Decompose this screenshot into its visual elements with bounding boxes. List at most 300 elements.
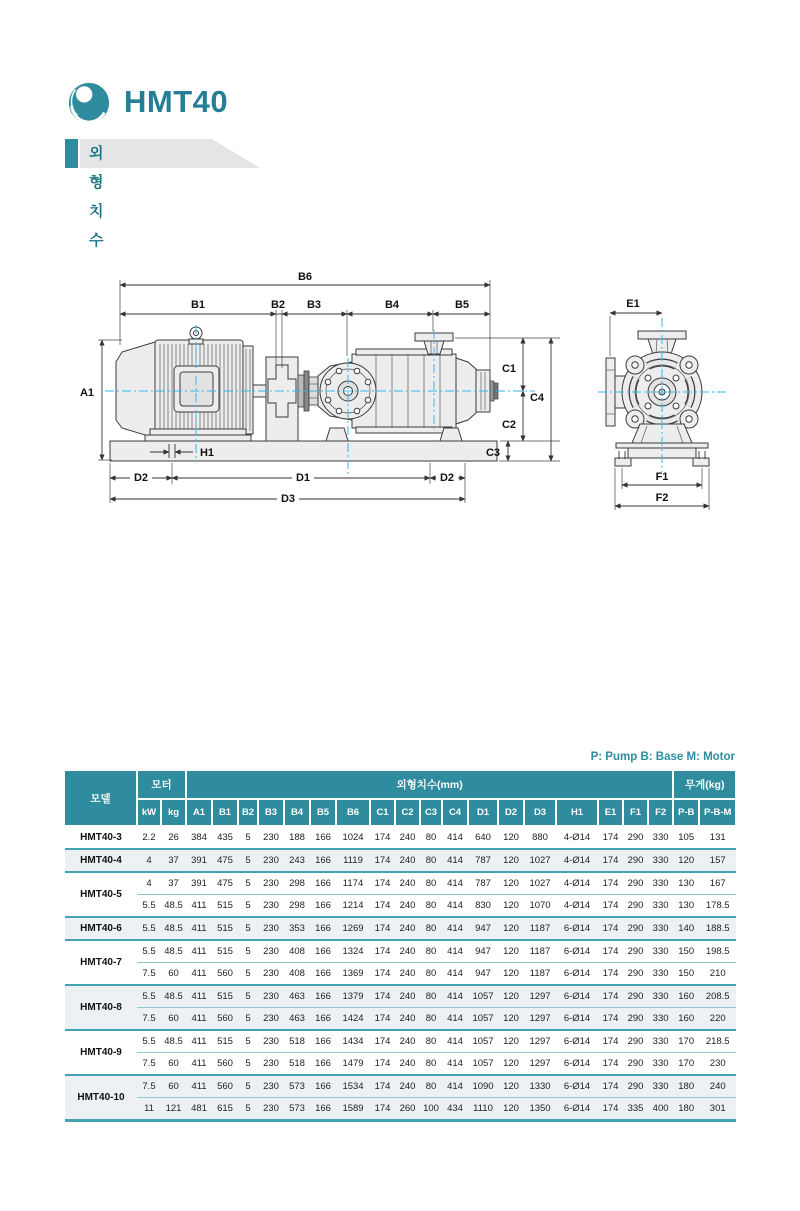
table-cell: 1057 — [468, 985, 498, 1008]
table-cell: 80 — [420, 1030, 442, 1053]
table-cell: 515 — [212, 1030, 238, 1053]
dim-label-a1: A1 — [79, 387, 95, 399]
table-cell: 414 — [442, 917, 468, 940]
header-col-b3: B3 — [258, 799, 284, 826]
table-cell: 414 — [442, 963, 468, 986]
table-cell: 5 — [238, 1053, 258, 1076]
brand-logo-icon — [66, 80, 112, 126]
table-cell: 2.2 — [142, 832, 156, 843]
table-cell: 411 — [186, 1053, 212, 1076]
table-cell: 174 — [598, 1008, 623, 1031]
table-row — [65, 1075, 736, 1098]
table-cell: 170 — [673, 1030, 699, 1053]
table-cell: 411 — [186, 895, 212, 918]
table-cell: 166 — [310, 1053, 336, 1076]
table-cell: 174 — [598, 963, 623, 986]
table-cell: 240 — [399, 832, 416, 843]
table-cell: 240 — [395, 917, 420, 940]
table-cell: 218.5 — [699, 1030, 736, 1053]
table-cell: 411 — [186, 917, 212, 940]
table-cell: 6-Ø14 — [556, 940, 598, 963]
dim-label-e1: E1 — [626, 298, 640, 310]
table-cell: 573 — [284, 1098, 310, 1121]
table-cell: 80 — [420, 985, 442, 1008]
table-cell: 298 — [284, 872, 310, 895]
table-row — [65, 1030, 736, 1053]
table-cell: 170 — [673, 1053, 699, 1076]
table-cell: 80 — [420, 963, 442, 986]
table-cell: 4-Ø14 — [556, 872, 598, 895]
table-cell: 4 — [137, 872, 161, 895]
table-cell: 330 — [648, 872, 673, 895]
table-cell: 391 — [186, 849, 212, 872]
table-cell: 174 — [598, 872, 623, 895]
table-cell: 830 — [468, 895, 498, 918]
table-cell: 6-Ø14 — [556, 963, 598, 986]
table-cell: 174 — [374, 832, 391, 843]
table-cell: 174 — [370, 849, 395, 872]
table-row — [65, 1098, 736, 1121]
table-cell: 60 — [161, 1008, 186, 1031]
table-cell: 7.5 — [137, 1008, 161, 1031]
table-cell: 60 — [161, 1075, 186, 1098]
table-cell: 166 — [310, 895, 336, 918]
header-col-a1: A1 — [186, 799, 212, 826]
table-cell: 1090 — [468, 1075, 498, 1098]
table-cell: 80 — [420, 917, 442, 940]
table-cell: 230 — [258, 963, 284, 986]
table-cell: 243 — [284, 849, 310, 872]
dim-label-d1: D1 — [295, 472, 311, 484]
table-cell: 301 — [699, 1098, 736, 1121]
table-cell: 414 — [442, 1008, 468, 1031]
table-cell: 80 — [420, 1053, 442, 1076]
dim-label-b6: B6 — [297, 271, 313, 283]
dimension-drawing — [0, 255, 800, 525]
table-cell: 6-Ø14 — [556, 985, 598, 1008]
dim-label-f1: F1 — [655, 471, 669, 483]
table-cell: 1479 — [336, 1053, 370, 1076]
table-cell: 240 — [395, 849, 420, 872]
table-cell: 330 — [648, 917, 673, 940]
dim-label-h1: H1 — [199, 447, 215, 459]
table-header-row-2 — [65, 799, 736, 826]
table-cell: 290 — [623, 940, 648, 963]
table-cell: 1057 — [468, 1030, 498, 1053]
table-cell: 518 — [284, 1053, 310, 1076]
table-cell: 414 — [447, 832, 463, 843]
model-cell: HMT40-5 — [65, 872, 137, 917]
table-cell: 330 — [648, 1075, 673, 1098]
table-cell: 166 — [310, 985, 336, 1008]
table-cell: 188 — [289, 832, 305, 843]
table-cell: 411 — [186, 985, 212, 1008]
table-cell: 5 — [238, 849, 258, 872]
table-cell: 6-Ø14 — [556, 1030, 598, 1053]
table-cell: 120 — [498, 1075, 524, 1098]
table-cell: 230 — [258, 917, 284, 940]
table-row — [65, 849, 736, 872]
table-cell: 290 — [623, 1030, 648, 1053]
table-cell: 6-Ø14 — [556, 1075, 598, 1098]
table-cell: 5.5 — [137, 895, 161, 918]
dim-label-b4: B4 — [384, 299, 400, 311]
table-cell: 174 — [598, 895, 623, 918]
table-cell: 80 — [420, 940, 442, 963]
table-cell: 515 — [212, 985, 238, 1008]
table-cell: 1424 — [336, 1008, 370, 1031]
table-row — [65, 826, 736, 849]
table-cell: 880 — [532, 832, 548, 843]
header-col-d1: D1 — [468, 799, 498, 826]
table-cell: 230 — [258, 1008, 284, 1031]
table-cell: 1027 — [524, 872, 556, 895]
dim-label-b2: B2 — [270, 299, 286, 311]
table-cell: 174 — [370, 872, 395, 895]
table-cell: 411 — [186, 963, 212, 986]
table-cell: 11 — [137, 1098, 161, 1121]
table-cell: 5.5 — [137, 985, 161, 1008]
table-cell: 290 — [623, 849, 648, 872]
dim-label-d2-right: D2 — [439, 472, 455, 484]
table-cell: 80 — [420, 895, 442, 918]
header-col-b2: B2 — [238, 799, 258, 826]
table-cell: 174 — [598, 849, 623, 872]
table-cell: 130 — [673, 895, 699, 918]
table-cell: 330 — [648, 940, 673, 963]
table-cell: 6-Ø14 — [556, 1053, 598, 1076]
header-col-h1: H1 — [556, 799, 598, 826]
dim-label-c3: C3 — [485, 447, 501, 459]
table-cell: 7.5 — [137, 1053, 161, 1076]
table-cell: 230 — [699, 1053, 736, 1076]
table-cell: 230 — [258, 940, 284, 963]
table-cell: 230 — [258, 1030, 284, 1053]
table-cell: 240 — [395, 1053, 420, 1076]
header-col-c4: C4 — [442, 799, 468, 826]
table-cell: 105 — [678, 832, 695, 843]
table-cell: 174 — [370, 1098, 395, 1121]
table-cell: 1187 — [524, 963, 556, 986]
table-cell: 174 — [598, 985, 623, 1008]
table-cell: 230 — [263, 832, 279, 843]
table-cell: 120 — [498, 917, 524, 940]
table-cell: 174 — [370, 985, 395, 1008]
table-cell: 6-Ø14 — [556, 1098, 598, 1121]
table-cell: 330 — [648, 1030, 673, 1053]
table-cell: 560 — [212, 1008, 238, 1031]
table-cell: 330 — [648, 1008, 673, 1031]
table-cell: 166 — [310, 963, 336, 986]
table-cell: 5 — [238, 1030, 258, 1053]
table-cell: 157 — [699, 849, 736, 872]
table-row — [65, 940, 736, 963]
table-cell: 414 — [442, 985, 468, 1008]
table-cell: 198.5 — [699, 940, 736, 963]
table-cell: 414 — [442, 895, 468, 918]
table-cell: 174 — [598, 940, 623, 963]
table-cell: 290 — [623, 895, 648, 918]
table-cell: 174 — [598, 917, 623, 940]
table-cell: 5 — [238, 1075, 258, 1098]
table-cell: 573 — [284, 1075, 310, 1098]
table-cell: 174 — [370, 1075, 395, 1098]
dim-label-c2: C2 — [501, 419, 517, 431]
table-cell: 1187 — [524, 917, 556, 940]
table-cell: 60 — [161, 1053, 186, 1076]
table-cell: 160 — [673, 985, 699, 1008]
table-cell: 80 — [420, 872, 442, 895]
table-cell: 787 — [468, 849, 498, 872]
table-cell: 5 — [238, 940, 258, 963]
dim-label-c1: C1 — [501, 363, 517, 375]
table-cell: 1379 — [336, 985, 370, 1008]
table-cell: 463 — [284, 985, 310, 1008]
table-cell: 174 — [370, 963, 395, 986]
table-cell: 174 — [598, 1075, 623, 1098]
table-cell: 1297 — [524, 1053, 556, 1076]
dim-label-f2: F2 — [655, 492, 669, 504]
table-cell: 1119 — [336, 849, 370, 872]
table-cell: 160 — [673, 1008, 699, 1031]
table-cell: 100 — [420, 1098, 442, 1121]
table-cell: 120 — [498, 872, 524, 895]
table-cell: 411 — [186, 1075, 212, 1098]
table-cell: 5 — [238, 963, 258, 986]
table-cell: 166 — [315, 832, 331, 843]
table-cell: 120 — [498, 1030, 524, 1053]
table-cell: 188.5 — [699, 917, 736, 940]
table-cell: 515 — [212, 917, 238, 940]
model-cell: HMT40-9 — [65, 1030, 137, 1075]
table-cell: 240 — [395, 1075, 420, 1098]
table-cell: 180 — [673, 1098, 699, 1121]
table-cell: 1369 — [336, 963, 370, 986]
section-title: 외형치수 — [89, 145, 104, 249]
table-cell: 131 — [709, 832, 726, 843]
table-cell: 1024 — [342, 832, 364, 843]
header-col-c2: C2 — [395, 799, 420, 826]
table-cell: 180 — [673, 1075, 699, 1098]
table-cell: 1187 — [524, 940, 556, 963]
table-cell: 6-Ø14 — [556, 1008, 598, 1031]
table-cell: 230 — [258, 1098, 284, 1121]
table-legend: P: Pump B: Base M: Motor — [590, 751, 735, 763]
table-cell: 290 — [627, 832, 644, 843]
table-cell: 220 — [699, 1008, 736, 1031]
table-cell: 4-Ø14 — [556, 895, 598, 918]
table-cell: 48.5 — [161, 940, 186, 963]
table-cell: 166 — [310, 872, 336, 895]
table-cell: 60 — [161, 963, 186, 986]
table-cell: 174 — [598, 1030, 623, 1053]
table-cell: 384 — [191, 832, 207, 843]
table-cell: 174 — [370, 895, 395, 918]
model-cell: HMT40-4 — [65, 849, 137, 872]
model-cell: HMT40-10 — [65, 1075, 137, 1121]
table-cell: 463 — [284, 1008, 310, 1031]
table-cell: 80 — [420, 1075, 442, 1098]
table-cell: 1330 — [524, 1075, 556, 1098]
table-cell: 1057 — [468, 1008, 498, 1031]
table-cell: 4 — [137, 849, 161, 872]
table-cell: 408 — [284, 940, 310, 963]
table-cell: 353 — [284, 917, 310, 940]
table-cell: 414 — [442, 940, 468, 963]
table-cell: 120 — [498, 1008, 524, 1031]
table-cell: 174 — [602, 832, 619, 843]
table-cell: 240 — [395, 1008, 420, 1031]
model-cell: HMT40-8 — [65, 985, 137, 1030]
table-cell: 5 — [238, 1008, 258, 1031]
table-cell: 787 — [468, 872, 498, 895]
header-col-p-b-m: P-B-M — [699, 799, 736, 826]
table-cell: 37 — [161, 872, 186, 895]
table-cell: 1434 — [336, 1030, 370, 1053]
table-cell: 947 — [468, 917, 498, 940]
header-model: 모델 — [65, 771, 137, 826]
table-cell: 1297 — [524, 985, 556, 1008]
table-cell: 120 — [498, 985, 524, 1008]
table-cell: 330 — [648, 985, 673, 1008]
table-row — [65, 1008, 736, 1031]
table-cell: 560 — [212, 963, 238, 986]
header-col-c1: C1 — [370, 799, 395, 826]
table-cell: 174 — [370, 1053, 395, 1076]
table-cell: 1324 — [336, 940, 370, 963]
dim-label-d2-left: D2 — [133, 472, 149, 484]
table-row — [65, 1053, 736, 1076]
header-col-d2: D2 — [498, 799, 524, 826]
table-cell: 230 — [258, 985, 284, 1008]
header-col-p-b: P-B — [673, 799, 699, 826]
table-cell: 240 — [699, 1075, 736, 1098]
table-cell: 174 — [370, 1008, 395, 1031]
table-cell: 174 — [598, 1053, 623, 1076]
table-cell: 435 — [217, 832, 233, 843]
table-cell: 947 — [468, 940, 498, 963]
header-col-kg: kg — [161, 799, 186, 826]
table-cell: 1269 — [336, 917, 370, 940]
table-cell: 5.5 — [137, 917, 161, 940]
table-cell: 5 — [238, 895, 258, 918]
table-cell: 5 — [238, 917, 258, 940]
header-col-b4: B4 — [284, 799, 310, 826]
header-weight: 무게(kg) — [673, 771, 736, 799]
table-cell: 174 — [598, 1098, 623, 1121]
header-motor: 모터 — [137, 771, 186, 799]
table-cell: 515 — [212, 895, 238, 918]
section-banner-flag — [80, 139, 260, 168]
table-cell: 208.5 — [699, 985, 736, 1008]
table-cell: 1350 — [524, 1098, 556, 1121]
table-cell: 1214 — [336, 895, 370, 918]
table-cell: 120 — [498, 895, 524, 918]
table-cell: 481 — [186, 1098, 212, 1121]
header-col-b1: B1 — [212, 799, 238, 826]
table-cell: 178.5 — [699, 895, 736, 918]
table-cell: 5 — [238, 985, 258, 1008]
table-cell: 4-Ø14 — [563, 832, 591, 843]
dim-label-b5: B5 — [454, 299, 470, 311]
table-cell: 290 — [623, 963, 648, 986]
table-cell: 166 — [310, 849, 336, 872]
table-row — [65, 985, 736, 1008]
table-cell: 120 — [498, 963, 524, 986]
table-cell: 120 — [498, 940, 524, 963]
table-cell: 475 — [212, 849, 238, 872]
dim-label-c4: C4 — [529, 392, 545, 404]
table-cell: 330 — [648, 963, 673, 986]
table-cell: 1297 — [524, 1030, 556, 1053]
table-cell: 330 — [648, 849, 673, 872]
table-cell: 518 — [284, 1030, 310, 1053]
table-cell: 48.5 — [161, 985, 186, 1008]
table-cell: 290 — [623, 1075, 648, 1098]
header-dims: 외형치수(mm) — [186, 771, 673, 799]
table-cell: 335 — [623, 1098, 648, 1121]
table-cell: 120 — [498, 1053, 524, 1076]
table-cell: 166 — [310, 917, 336, 940]
page-title: HMT40 — [124, 84, 229, 119]
table-cell: 414 — [442, 849, 468, 872]
table-row — [65, 895, 736, 918]
table-cell: 5.5 — [137, 1030, 161, 1053]
header-col-b6: B6 — [336, 799, 370, 826]
table-cell: 167 — [699, 872, 736, 895]
table-cell: 120 — [673, 849, 699, 872]
side-view-drawing — [80, 271, 560, 505]
table-cell: 330 — [648, 895, 673, 918]
table-cell: 411 — [186, 940, 212, 963]
table-cell: 230 — [258, 1053, 284, 1076]
header-col-d3: D3 — [524, 799, 556, 826]
table-cell: 5 — [245, 832, 251, 843]
table-cell: 120 — [498, 849, 524, 872]
table-cell: 1110 — [468, 1098, 498, 1121]
table-cell: 230 — [258, 872, 284, 895]
table-cell: 414 — [442, 1030, 468, 1053]
dim-label-b1: B1 — [190, 299, 206, 311]
table-cell: 1027 — [524, 849, 556, 872]
table-cell: 48.5 — [161, 1030, 186, 1053]
table-cell: 7.5 — [137, 963, 161, 986]
table-cell: 330 — [648, 1053, 673, 1076]
table-cell: 414 — [442, 1053, 468, 1076]
table-cell: 80 — [420, 849, 442, 872]
table-cell: 1589 — [336, 1098, 370, 1121]
table-cell: 7.5 — [137, 1075, 161, 1098]
table-cell: 210 — [699, 963, 736, 986]
table-cell: 290 — [623, 1053, 648, 1076]
table-cell: 1070 — [524, 895, 556, 918]
table-cell: 166 — [310, 940, 336, 963]
table-cell: 1534 — [336, 1075, 370, 1098]
table-cell: 4-Ø14 — [556, 849, 598, 872]
header-col-f1: F1 — [623, 799, 648, 826]
table-cell: 48.5 — [161, 917, 186, 940]
table-row — [65, 872, 736, 895]
table-row — [65, 917, 736, 940]
table-cell: 5 — [238, 872, 258, 895]
table-cell: 391 — [186, 872, 212, 895]
model-cell: HMT40-6 — [65, 917, 137, 940]
end-view-drawing — [598, 298, 726, 510]
table-cell: 434 — [442, 1098, 468, 1121]
table-cell: 298 — [284, 895, 310, 918]
table-cell: 80 — [420, 1008, 442, 1031]
dim-label-b3: B3 — [306, 299, 322, 311]
